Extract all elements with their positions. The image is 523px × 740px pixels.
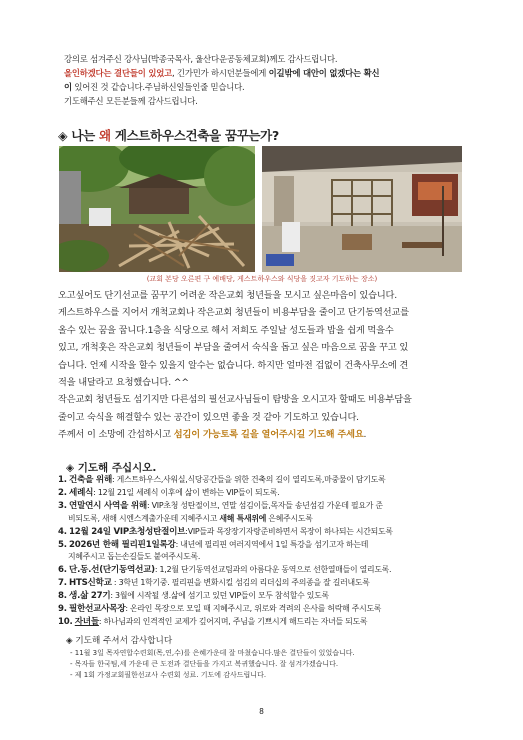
photo-caption: (교회 본당 오른편 구 예배당, 게스트하우스와 식당을 짓고자 기도하는 장소) <box>146 275 378 283</box>
intro-text: , 긴가민가 하시던분들에게 <box>172 68 269 78</box>
intro-paragraph <box>64 52 464 108</box>
body-paragraph <box>58 287 468 444</box>
heading-text: 나는 <box>71 128 99 143</box>
intro-emphasis-1: 올인하겠다는 결단들이 있었고 <box>64 68 173 78</box>
body-text: 주께서 이 소망에 간섭하시고 <box>58 429 174 441</box>
body-line: 올수 있는 꿈을 꿉니다.1층을 식당으로 해서 저희도 주일날 성도들과 밥을 쉽게 먹을수 <box>58 324 394 336</box>
thanks-heading: ◈ 기도해 주셔서 감사합니다 <box>66 636 173 646</box>
prayer-item: 8. 생.삶 27기: 3월에 시작될 생.삶에 섬기고 있던 VIP들이 모두 참석할수 있도록 <box>58 591 329 602</box>
intro-emphasis-2: 이길밖에 대안이 없겠다는 확신 <box>268 68 380 78</box>
prayer-item: 4. 12월 24일 VIP초청성탄절이브:VIP들과 목장장기자랑준비하면서 목장이 하나되는 시간되도록 <box>58 526 393 537</box>
heading-text: 게스트하우스건축을 꿈꾸는가? <box>110 128 279 143</box>
prayer-item: 3. 연말연시 사역을 위해: VIP초청 성탄절이브, 연말 섬김이들,목자들 송년섬김 가운데 필요가 준 <box>58 500 383 511</box>
prayer-item-continued: 지혜주시고 돕는손길들도 붙여주시도록. <box>68 552 201 562</box>
body-text: . <box>363 429 367 441</box>
thanks-item: - 제 1회 가정교회필한선교사 수련회 성료. 기도에 감사드립니다. <box>70 671 267 680</box>
photo-old-chapel <box>59 146 255 272</box>
body-line: 게스트하우스를 지어서 개척교회나 작은교회 청년들이 비용부담을 줄이고 단기동역선교를 <box>58 307 409 319</box>
body-emphasis: 섬김이 가능토록 길을 열어주시길 기도해 주세요 <box>173 429 364 441</box>
thanks-item: - 목자들 한국팀,세 가운데 큰 도전과 결단들을 가지고 복귀했습니다. 잘 섬겨가겠습니다. <box>70 660 339 669</box>
heading-emphasis: 왜 <box>99 128 111 143</box>
intro-line-1: 강의로 섬겨주신 강사님(박종국목사, 울산다운공동체교회)께도 감사드립니다. <box>64 54 338 64</box>
thanks-item: - 11월 3일 목자연합수련회(목,연,수)를 은혜가운데 잘 마쳤습니다.많은 결단들이 있었습니다. <box>70 649 355 657</box>
diamond-marker-icon: ◈ <box>58 128 68 143</box>
body-line-last <box>58 426 468 443</box>
prayer-item-continued: 비되도록, 새해 시엔스계출가운데 지혜주시고 새해 특새위에 은혜주시도록 <box>68 513 313 523</box>
body-line: 있고, 개척훗은 작은교회 청년들이 부담을 줄여서 숙식을 돕고 싶은 마음으로 꿈을 꾸고 있 <box>58 342 409 354</box>
body-line: 작은교회 청년들도 섬기지만 다른섬의 필선교사님들이 탐방을 오시고자 할때도 비용부담을 <box>58 394 412 406</box>
prayer-item: 1. 건축을 위해: 게스트하우스,사워실,식당공간들을 위한 건축의 길이 열리도록,마중물이 담기도록 <box>58 475 386 485</box>
prayer-item: 6. 단.동.선(단기동역선교): 1,2월 단기동역선교팀과의 아름다운 동역으로 선한열매들이 열리도록. <box>58 565 392 576</box>
section-heading <box>58 126 279 144</box>
prayer-item: 5. 2026년 한해 필리핀1일록강: 내년에 필리핀 여러지역에서 1일 특강을 섬기고자 하는데 <box>58 539 369 550</box>
prayer-item: 10. 자녀들: 하나님과의 인격적인 교제가 깊어지며, 주님을 기쁘시게 해드리는 자녀들 되도록 <box>58 616 368 627</box>
prayer-heading: ◈ 기도해 주십시오. <box>66 462 157 474</box>
prayer-item: 9. 필한선교사목장: 온라인 목장으로 모일 때 지혜주시고, 위로와 격려의 은사를 허락해 주시도록 <box>58 604 382 615</box>
prayer-list <box>58 474 478 629</box>
intro-emphasis-3: 이 <box>64 82 72 92</box>
body-line: 습니다. 언제 시작을 할수 있을지 알수는 없습니다. 하지만 얼마전 겁없이 건축사무소에 견 <box>58 359 409 371</box>
body-line: 줄이고 숙식을 해결할수 있는 공간이 있으면 좋을 것 같아 기도하고 있습니다. <box>58 411 359 423</box>
body-line: 오고싶어도 단기선교를 꿈꾸기 어려운 작은교회 청년들을 모시고 싶은마음이 있습니다. <box>58 290 398 301</box>
body-line: 적을 내달라고 요청했습니다. ^^ <box>58 377 189 389</box>
intro-line-4: 기도해주신 모든분들께 감사드립니다. <box>64 96 198 106</box>
thanks-list <box>70 648 470 682</box>
photo-guesthouse-site <box>262 146 462 272</box>
intro-line-2 <box>64 66 464 80</box>
intro-text: 있어진 것 같습니다.주님하신일들인줄 믿습니다. <box>71 82 245 92</box>
prayer-item: 7. HTS신학교 : 3학년 1학기중. 필리핀을 변화시킬 섬김의 리더십의 주의종을 잘 길러내도록 <box>58 578 370 589</box>
intro-line-3 <box>64 80 464 94</box>
prayer-item: 2. 세례식: 12월 21일 세례식 이후에 삶이 변하는 VIP들이 되도록. <box>58 487 280 498</box>
page-number: 8 <box>259 707 264 716</box>
